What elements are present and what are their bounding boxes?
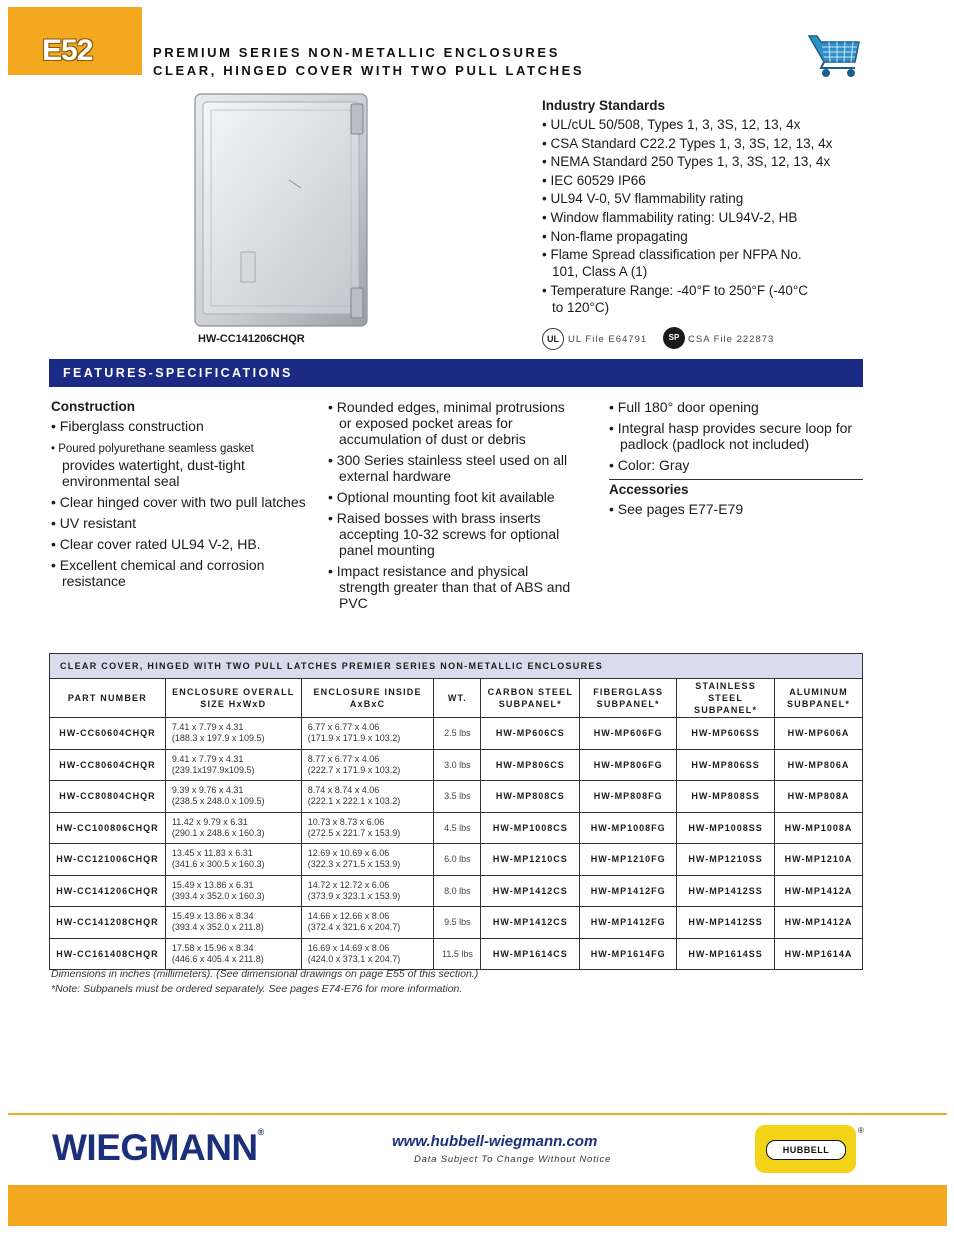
- standards-title: Industry Standards: [542, 98, 666, 113]
- aluminum-subpanel-cell: HW-MP1210A: [775, 844, 863, 876]
- standards-item: • NEMA Standard 250 Types 1, 3, 3S, 12, 13, 4x: [542, 154, 831, 170]
- part-number-cell: HW-CC80804CHQR: [50, 781, 166, 813]
- weight-cell: 9.5 lbs: [434, 907, 481, 939]
- aluminum-subpanel-cell: HW-MP1008A: [775, 812, 863, 844]
- column-header: WT.: [434, 679, 481, 718]
- stainless-subpanel-cell: HW-MP1008SS: [677, 812, 775, 844]
- dimension-inches: 17.58 x 15.96 x 8.34: [171, 942, 254, 953]
- wiegmann-logo: WIEGMANN®: [52, 1127, 264, 1168]
- overall-size-cell: [165, 875, 301, 907]
- fiberglass-subpanel-cell: HW-MP1210FG: [580, 844, 677, 876]
- dimension-mm: (188.3 x 197.9 x 109.5): [171, 733, 265, 744]
- aluminum-subpanel-cell: HW-MP808A: [775, 781, 863, 813]
- feature-item: • Integral hasp provides secure loop for padlock (padlock not included): [609, 420, 853, 452]
- weight-cell: 8.0 lbs: [434, 875, 481, 907]
- dimension-inches: 15.49 x 13.86 x 8.34: [171, 911, 254, 922]
- column-header: ENCLOSURE INSIDE AxBxC: [301, 679, 434, 718]
- column-header: ENCLOSURE OVERALL SIZE HxWxD: [165, 679, 301, 718]
- stainless-subpanel-cell: HW-MP606SS: [677, 718, 775, 750]
- photo-caption: HW-CC141206CHQR: [198, 333, 305, 345]
- overall-size-cell: [165, 938, 301, 970]
- feature-item: • Color: Gray: [609, 457, 690, 473]
- table-header-row: [50, 679, 863, 718]
- standards-item: • Non-flame propagating: [542, 228, 688, 244]
- dimension-inches: 13.45 x 11.83 x 6.31: [171, 848, 253, 859]
- inside-size-cell: [301, 844, 434, 876]
- csa-logo-icon: SP: [663, 327, 685, 349]
- feature-item: • Full 180° door opening: [609, 399, 759, 415]
- carbon-steel-subpanel-cell: HW-MP1412CS: [481, 907, 580, 939]
- carbon-steel-subpanel-cell: HW-MP1412CS: [481, 875, 580, 907]
- features-column-1: [51, 399, 311, 594]
- part-number-cell: HW-CC60604CHQR: [50, 718, 166, 750]
- dimension-mm: (322.3 x 271.5 x 153.9): [307, 859, 401, 870]
- table-row: [50, 907, 863, 939]
- accessories-divider: [609, 479, 863, 480]
- carbon-steel-subpanel-cell: HW-MP1210CS: [481, 844, 580, 876]
- part-number-cell: HW-CC161408CHQR: [50, 938, 166, 970]
- part-number-cell: HW-CC80604CHQR: [50, 749, 166, 781]
- feature-item: • Impact resistance and physical strength greater than that of ABS and PVC: [328, 563, 571, 611]
- fiberglass-subpanel-cell: HW-MP808FG: [580, 781, 677, 813]
- dimension-mm: (238.5 x 248.0 x 109.5): [171, 796, 265, 807]
- standards-item: • IEC 60529 IP66: [542, 172, 646, 188]
- feature-item-continued: provides watertight, dust-tight environmental seal: [62, 457, 245, 489]
- stainless-subpanel-cell: HW-MP1614SS: [677, 938, 775, 970]
- product-photo: [193, 92, 369, 328]
- dimension-inches: 10.73 x 8.73 x 6.06: [307, 816, 385, 827]
- column-header: STAINLESS STEEL SUBPANEL*: [677, 679, 775, 718]
- column-header: ALUMINUM SUBPANEL*: [775, 679, 863, 718]
- dimension-inches: 15.49 x 13.86 x 6.31: [171, 879, 254, 890]
- dimension-inches: 12.69 x 10.69 x 6.06: [307, 848, 390, 859]
- hubbell-registered-mark: ®: [858, 1126, 864, 1135]
- table-row: [50, 749, 863, 781]
- overall-size-cell: [165, 812, 301, 844]
- ul-logo-icon: UL: [542, 328, 564, 350]
- carbon-steel-subpanel-cell: HW-MP1614CS: [481, 938, 580, 970]
- column-header: FIBERGLASS SUBPANEL*: [580, 679, 677, 718]
- part-number-cell: HW-CC121006CHQR: [50, 844, 166, 876]
- dimension-inches: 6.77 x 6.77 x 4.06: [307, 722, 380, 733]
- dimension-inches: 11.42 x 9.79 x 6.31: [171, 816, 248, 827]
- overall-size-cell: [165, 781, 301, 813]
- inside-size-cell: [301, 749, 434, 781]
- dimension-mm: (290.1 x 248.6 x 160.3): [171, 827, 265, 838]
- table-row: [50, 844, 863, 876]
- standards-item: • CSA Standard C22.2 Types 1, 3, 3S, 12, 13, 4x: [542, 135, 833, 151]
- aluminum-subpanel-cell: HW-MP1412A: [775, 907, 863, 939]
- ul-file-label: UL File E64791: [568, 334, 648, 345]
- feature-item: • Clear cover rated UL94 V-2, HB.: [51, 536, 261, 552]
- dimension-mm: (222.7 x 171.9 x 103.2): [307, 764, 401, 775]
- part-number-cell: HW-CC141206CHQR: [50, 875, 166, 907]
- dimension-inches: 8.77 x 6.77 x 4.06: [307, 753, 380, 764]
- features-column-3: [609, 399, 863, 478]
- table-row: [50, 875, 863, 907]
- features-title: FEATURES-SPECIFICATIONS: [63, 366, 293, 380]
- spec-table: [49, 653, 863, 970]
- weight-cell: 11.5 lbs: [434, 938, 481, 970]
- dimension-mm: (272.5 x 221.7 x 153.9): [307, 827, 401, 838]
- fiberglass-subpanel-cell: HW-MP1412FG: [580, 907, 677, 939]
- dimension-mm: (372.4 x 321.6 x 204.7): [307, 922, 401, 933]
- accessories-block: [609, 482, 863, 517]
- stainless-subpanel-cell: HW-MP1412SS: [677, 875, 775, 907]
- shopping-cart-icon[interactable]: [807, 32, 863, 80]
- dimension-mm: (393.4 x 352.0 x 211.8): [171, 922, 264, 933]
- part-number-cell: HW-CC141208CHQR: [50, 907, 166, 939]
- dimension-mm: (171.9 x 171.9 x 103.2): [307, 733, 401, 744]
- feature-item: • UV resistant: [51, 515, 137, 531]
- feature-item: • 300 Series stainless steel used on all external hardware: [328, 452, 568, 484]
- feature-item: • Clear hinged cover with two pull latches: [51, 494, 306, 510]
- fiberglass-subpanel-cell: HW-MP1412FG: [580, 875, 677, 907]
- feature-item: • Rounded edges, minimal protrusions or exposed pocket areas for accumulation of dust or debris: [328, 399, 565, 447]
- page-title-line2: CLEAR, HINGED COVER WITH TWO PULL LATCHES: [153, 63, 585, 78]
- weight-cell: 2.5 lbs: [434, 718, 481, 750]
- aluminum-subpanel-cell: HW-MP1412A: [775, 875, 863, 907]
- dimension-mm: (341.6 x 300.5 x 160.3): [171, 859, 265, 870]
- subpanel-note: *Note: Subpanels must be ordered separately. See pages E74-E76 for more information.: [51, 983, 463, 995]
- inside-size-cell: [301, 938, 434, 970]
- weight-cell: 6.0 lbs: [434, 844, 481, 876]
- part-number-cell: HW-CC100806CHQR: [50, 812, 166, 844]
- construction-title: Construction: [51, 399, 135, 414]
- dimension-mm: (424.0 x 373.1 x 204.7): [307, 953, 401, 964]
- feature-item: • Poured polyurethane seamless gasket: [51, 443, 254, 455]
- dimension-inches: 9.41 x 7.79 x 4.31: [171, 753, 244, 764]
- aluminum-subpanel-cell: HW-MP606A: [775, 718, 863, 750]
- dimension-inches: 14.72 x 12.72 x 6.06: [307, 879, 390, 890]
- dimension-inches: 7.41 x 7.79 x 4.31: [171, 722, 244, 733]
- dimension-inches: 8.74 x 8.74 x 4.06: [307, 785, 380, 796]
- accessories-link[interactable]: • See pages E77-E79: [609, 501, 744, 517]
- carbon-steel-subpanel-cell: HW-MP606CS: [481, 718, 580, 750]
- stainless-subpanel-cell: HW-MP1210SS: [677, 844, 775, 876]
- inside-size-cell: [301, 907, 434, 939]
- dimension-mm: (393.4 x 352.0 x 160.3): [171, 890, 265, 901]
- column-header: CARBON STEEL SUBPANEL*: [481, 679, 580, 718]
- section-tab-underline: [8, 73, 142, 75]
- footer-band: [8, 1185, 947, 1226]
- fiberglass-subpanel-cell: HW-MP606FG: [580, 718, 677, 750]
- overall-size-cell: [165, 907, 301, 939]
- table-row: [50, 718, 863, 750]
- stainless-subpanel-cell: HW-MP806SS: [677, 749, 775, 781]
- standards-item: • UL94 V-0, 5V flammability rating: [542, 191, 744, 207]
- carbon-steel-subpanel-cell: HW-MP806CS: [481, 749, 580, 781]
- feature-item: • Excellent chemical and corrosion resistance: [51, 557, 265, 589]
- dimension-inches: 9.39 x 9.76 x 4.31: [171, 785, 244, 796]
- dimension-mm: (373.9 x 323.1 x 153.9): [307, 890, 401, 901]
- inside-size-cell: [301, 718, 434, 750]
- section-code: E52: [42, 34, 93, 67]
- overall-size-cell: [165, 749, 301, 781]
- data-notice: Data Subject To Change Without Notice: [414, 1154, 612, 1165]
- table-row: [50, 938, 863, 970]
- features-column-2: [328, 399, 576, 616]
- aluminum-subpanel-cell: HW-MP1614A: [775, 938, 863, 970]
- weight-cell: 3.5 lbs: [434, 781, 481, 813]
- feature-item: • Raised bosses with brass inserts accepting 10-32 screws for optional panel mounting: [328, 510, 560, 558]
- dimension-mm: (446.6 x 405.4 x 211.8): [171, 953, 264, 964]
- inside-size-cell: [301, 812, 434, 844]
- carbon-steel-subpanel-cell: HW-MP808CS: [481, 781, 580, 813]
- standards-item: • UL/cUL 50/508, Types 1, 3, 3S, 12, 13, 4x: [542, 117, 801, 132]
- standards-item: • Flame Spread classification per NFPA No. 101, Class A (1): [542, 247, 802, 280]
- standards-list: [542, 116, 882, 317]
- standards-item: • Window flammability rating: UL94V-2, HB: [542, 209, 798, 225]
- table-row: [50, 812, 863, 844]
- standards-item: • Temperature Range: -40°F to 250°F (-40°C to 120°C): [542, 282, 809, 315]
- hubbell-logo-text: HUBBELL: [766, 1140, 846, 1160]
- csa-file-label: CSA File 222873: [688, 334, 775, 345]
- aluminum-subpanel-cell: HW-MP806A: [775, 749, 863, 781]
- footer-divider: [8, 1113, 947, 1115]
- stainless-subpanel-cell: HW-MP1412SS: [677, 907, 775, 939]
- fiberglass-subpanel-cell: HW-MP1614FG: [580, 938, 677, 970]
- dimension-mm: (222.1 x 222.1 x 103.2): [307, 796, 401, 807]
- table-title: CLEAR COVER, HINGED WITH TWO PULL LATCHES PREMIER SERIES NON-METALLIC ENCLOSURES: [50, 654, 863, 679]
- page-title-line1: PREMIUM SERIES NON-METALLIC ENCLOSURES: [153, 45, 560, 60]
- carbon-steel-subpanel-cell: HW-MP1008CS: [481, 812, 580, 844]
- feature-item: • Fiberglass construction: [51, 418, 204, 434]
- feature-item: • Optional mounting foot kit available: [328, 489, 555, 505]
- dimension-inches: 16.69 x 14.69 x 8.06: [307, 942, 390, 953]
- table-row: [50, 781, 863, 813]
- inside-size-cell: [301, 875, 434, 907]
- dimensions-note: Dimensions in inches (millimeters). (See dimensional drawings on page E55 of this section.): [51, 968, 479, 980]
- dimension-mm: (239.1x197.9x109.5): [171, 764, 255, 775]
- overall-size-cell: [165, 844, 301, 876]
- fiberglass-subpanel-cell: HW-MP1008FG: [580, 812, 677, 844]
- weight-cell: 3.0 lbs: [434, 749, 481, 781]
- column-header: PART NUMBER: [50, 679, 166, 718]
- inside-size-cell: [301, 781, 434, 813]
- fiberglass-subpanel-cell: HW-MP806FG: [580, 749, 677, 781]
- overall-size-cell: [165, 718, 301, 750]
- weight-cell: 4.5 lbs: [434, 812, 481, 844]
- stainless-subpanel-cell: HW-MP808SS: [677, 781, 775, 813]
- website-link[interactable]: www.hubbell-wiegmann.com: [392, 1133, 598, 1150]
- dimension-inches: 14.66 x 12.66 x 8.06: [307, 911, 390, 922]
- accessories-title: Accessories: [609, 482, 689, 497]
